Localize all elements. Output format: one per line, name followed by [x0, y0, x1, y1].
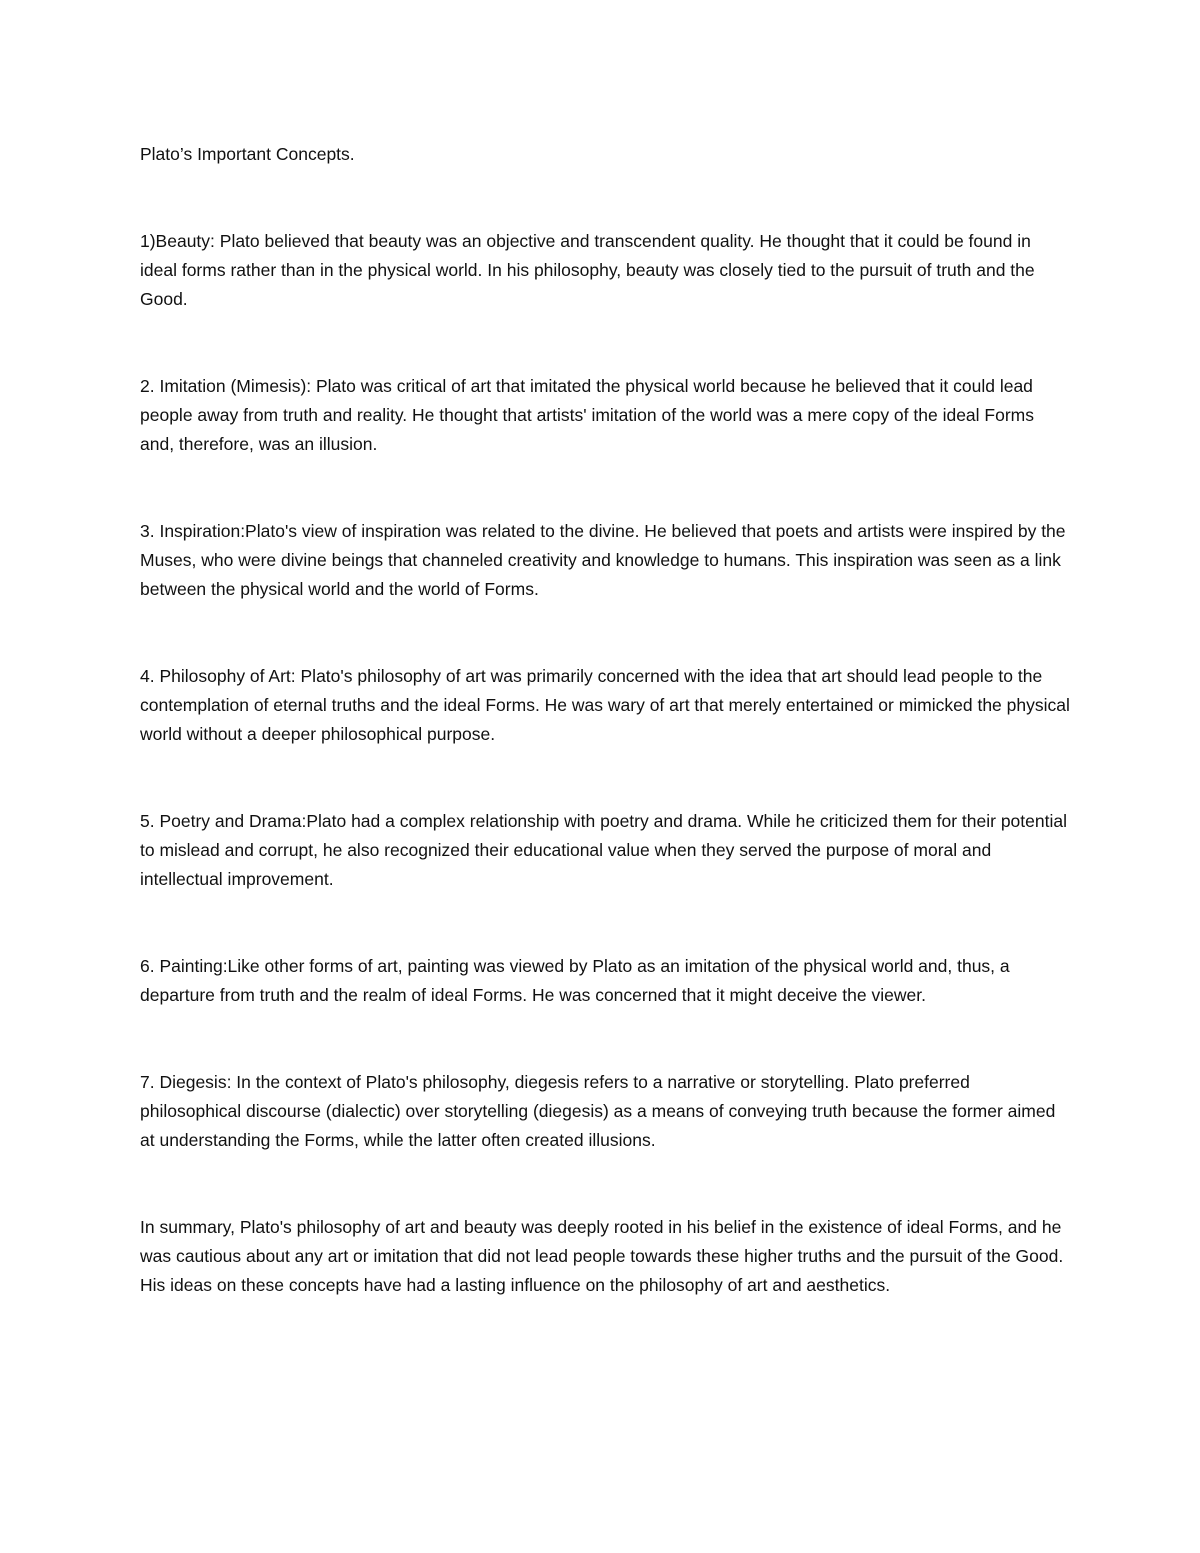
paragraph-poetry-and-drama: 5. Poetry and Drama:Plato had a complex relationship with poetry and drama. While he criticized them for their potential to mislead and corrupt, he also recognized their educational value when they served the purpose of moral and intellectual improvement.	[140, 811, 1067, 889]
paragraph-summary: In summary, Plato's philosophy of art and beauty was deeply rooted in his belief in the existence of ideal Forms, and he was cautious about any art or imitation that did not lead people towards these higher truths and the pursuit of the Good. His ideas on these concepts have had a lasting influence on the philosophy of art and aesthetics.	[140, 1217, 1064, 1295]
document-title: Plato’s Important Concepts.	[140, 144, 355, 164]
paragraph-philosophy-of-art: 4. Philosophy of Art: Plato's philosophy of art was primarily concerned with the idea that art should lead people to the contemplation of eternal truths and the ideal Forms. He was wary of art that merely entertained or mimicked the physical world without a deeper philosophical purpose.	[140, 666, 1070, 744]
paragraph-inspiration: 3. Inspiration:Plato's view of inspiration was related to the divine. He believed that poets and artists were inspired by the Muses, who were divine beings that channeled creativity and knowledge to humans. This inspiration was seen as a link between the physical world and the world of Forms.	[140, 521, 1066, 599]
paragraph-diegesis: 7. Diegesis: In the context of Plato's philosophy, diegesis refers to a narrative or storytelling. Plato preferred philosophical discourse (dialectic) over storytelling (diegesis) as a means of conveying truth because the former aimed at understanding the Forms, while the latter often created illusions.	[140, 1072, 1056, 1150]
paragraph-imitation: 2. Imitation (Mimesis): Plato was critical of art that imitated the physical world because he believed that it could lead people away from truth and reality. He thought that artists' imitation of the world was a mere copy of the ideal Forms and, therefore, was an illusion.	[140, 376, 1034, 454]
paragraph-beauty: 1)Beauty: Plato believed that beauty was an objective and transcendent quality. He thought that it could be found in ideal forms rather than in the physical world. In his philosophy, beauty was closely tied to the pursuit of truth and the Good.	[140, 231, 1035, 309]
document-body	[140, 140, 1070, 1358]
paragraph-painting: 6. Painting:Like other forms of art, painting was viewed by Plato as an imitation of the physical world and, thus, a departure from truth and the realm of ideal Forms. He was concerned that it might deceive the viewer.	[140, 956, 1010, 1005]
